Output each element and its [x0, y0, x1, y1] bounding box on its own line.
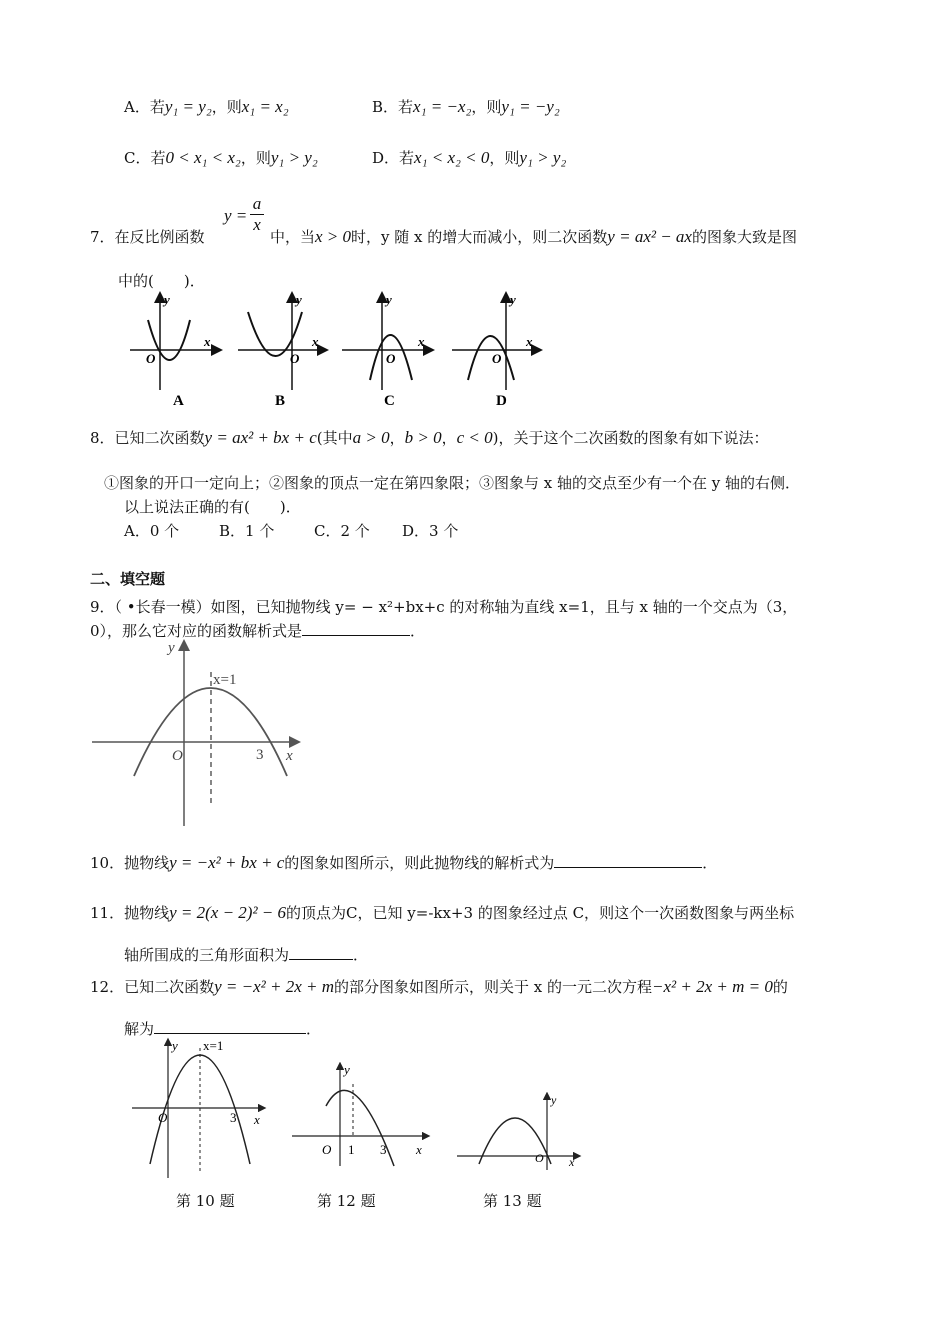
q7-function: y = ax² − ax — [607, 227, 692, 246]
svg-text:y: y — [172, 1038, 178, 1053]
svg-text:y: y — [551, 1093, 557, 1107]
q7-label-c: C — [384, 393, 395, 409]
q6-a-result: x₁ = x₂ — [241, 97, 289, 116]
figure-12 — [290, 1062, 435, 1167]
q11-line1: 11．抛物线y = 2(x − 2)² − 6的顶点为C，已知 y=-kx+3 的图象经过点 C，则这个一次函数图象与两坐标 — [90, 903, 795, 922]
q11-function: y = 2(x − 2)² − 6 — [169, 903, 287, 922]
svg-text:O: O — [172, 748, 183, 764]
svg-text:O: O — [535, 1151, 544, 1165]
q7-graph-b — [238, 292, 326, 409]
svg-text:x: x — [312, 334, 319, 349]
q6-d-result: y₁ > y₂ — [519, 148, 567, 167]
q7-label-a: A — [173, 393, 184, 409]
svg-text:y: y — [510, 292, 516, 307]
q8-function: y = ax² + bx + c — [204, 428, 317, 447]
figure-10 — [130, 1036, 275, 1181]
q6-a-condition: y₁ = y₂ — [164, 97, 212, 116]
q6-option-c: C．若0 < x₁ < x₂，则y₁ > y₂ — [124, 148, 318, 167]
svg-text:O: O — [492, 351, 502, 366]
svg-text:3: 3 — [380, 1142, 387, 1157]
q9-answer-blank[interactable] — [302, 621, 410, 636]
q8-question: 以上说法正确的有( )． — [124, 498, 301, 516]
svg-text:x: x — [286, 748, 293, 764]
q12-function: y = −x² + 2x + m — [214, 977, 334, 996]
q6-c-condition: 0 < x₁ < x₂ — [165, 148, 241, 167]
svg-text:x=1: x=1 — [213, 672, 237, 688]
q7-text: 中，当x > 0时，y 随 x 的增大而减小，则二次函数y = ax² − ax的图象大致是图 — [270, 227, 797, 246]
svg-text:y: y — [386, 292, 392, 307]
figure-12-caption: 第 12 题 — [317, 1192, 376, 1210]
q12-line1: 12．已知二次函数y = −x² + 2x + m的部分图象如图所示，则关于 x 的一元二次方程−x² + 2x + m = 0的 — [90, 977, 788, 996]
svg-text:y: y — [344, 1062, 350, 1077]
q7-graphs — [120, 290, 560, 412]
q11-line2: 轴所围成的三角形面积为 ． — [124, 946, 369, 964]
q6-option-d: D．若x₁ < x₂ < 0，则y₁ > y₂ — [372, 148, 567, 167]
q8-option-c: C．2 个 — [314, 522, 370, 540]
svg-text:O: O — [290, 351, 300, 366]
q9-line2: 0），那么它对应的函数解析式是 ． — [90, 622, 426, 640]
q6-b-condition: x₁ = −x₂ — [413, 97, 472, 116]
svg-text:x=1: x=1 — [203, 1038, 224, 1053]
q10-answer-blank[interactable] — [554, 853, 702, 868]
q9-line1: 9．（ •长春一模）如图，已知抛物线 y= − x²+bx+c 的对称轴为直线 x=1，且与 x 轴的一个交点为（3， — [90, 598, 798, 616]
q7-fraction: a x — [250, 194, 264, 235]
svg-text:x: x — [416, 1142, 422, 1157]
q7-graph-a — [130, 292, 220, 409]
q8-option-a: A．0 个 — [124, 522, 180, 540]
q7-line2: 中的( )． — [118, 272, 205, 290]
q7-label-b: B — [275, 393, 286, 409]
svg-text:x: x — [204, 334, 211, 349]
svg-text:O: O — [386, 351, 396, 366]
svg-text:O: O — [322, 1142, 332, 1157]
svg-text:x: x — [418, 334, 425, 349]
svg-text:O: O — [158, 1110, 168, 1125]
q8-statements: ①图象的开口一定向上；②图象的顶点一定在第四象限；③图象与 x 轴的交点至少有一个在 y 轴的右侧． — [104, 474, 801, 492]
figure-13-caption: 第 13 题 — [483, 1192, 542, 1210]
svg-text:3: 3 — [256, 747, 264, 763]
q12-answer-blank[interactable] — [154, 1019, 306, 1034]
q12-equation: −x² + 2x + m = 0 — [652, 977, 773, 996]
svg-text:y: y — [164, 292, 170, 307]
section-title: 二、填空题 — [90, 570, 166, 588]
q7-graph-c — [342, 292, 432, 409]
svg-text:x: x — [254, 1112, 260, 1127]
q6-option-a: A．若y₁ = y₂，则x₁ = x₂ — [124, 97, 289, 116]
q7-prefix: 7．在反比例函数 — [90, 228, 205, 246]
q8-line1: 8．已知二次函数y = ax² + bx + c(其中a > 0，b > 0，c < 0)，关于这个二次函数的图象有如下说法： — [90, 428, 769, 447]
q10-line: 10．抛物线y = −x² + bx + c的图象如图所示，则此抛物线的解析式为 ． — [90, 853, 718, 872]
svg-text:x: x — [526, 334, 533, 349]
svg-text:x: x — [569, 1155, 575, 1169]
figure-10-caption: 第 10 题 — [176, 1192, 235, 1210]
q6-option-b: B．若x₁ = −x₂，则y₁ = −y₂ — [372, 97, 560, 116]
q7-label-d: D — [496, 393, 507, 409]
q10-function: y = −x² + bx + c — [169, 853, 285, 872]
q8-option-d: D．3 个 — [402, 522, 459, 540]
svg-text:O: O — [146, 351, 156, 366]
q11-answer-blank[interactable] — [289, 945, 353, 960]
q6-b-result: y₁ = −y₂ — [501, 97, 560, 116]
svg-text:1: 1 — [348, 1142, 355, 1157]
q9-graph — [90, 636, 310, 828]
q7-y-equals: y = — [224, 206, 248, 225]
svg-text:3: 3 — [230, 1110, 237, 1125]
q7-graph-d — [452, 292, 540, 409]
q12-line2: 解为 ． — [124, 1020, 322, 1038]
svg-text:y: y — [296, 292, 302, 307]
q6-c-result: y₁ > y₂ — [270, 148, 318, 167]
figure-13 — [455, 1092, 585, 1172]
q8-option-b: B．1 个 — [219, 522, 275, 540]
svg-text:y: y — [168, 640, 175, 656]
q6-d-condition: x₁ < x₂ < 0 — [414, 148, 490, 167]
